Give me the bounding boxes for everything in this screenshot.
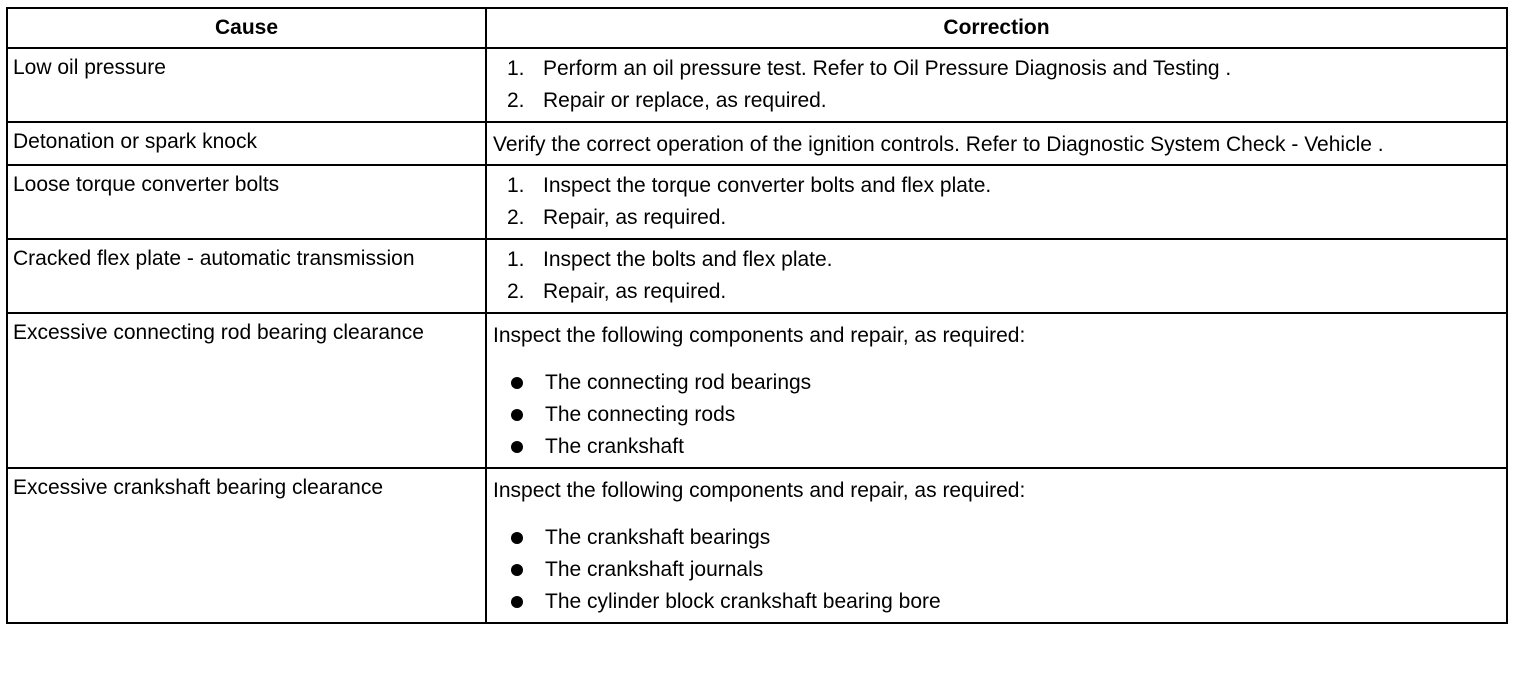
step-number: 2.	[507, 206, 525, 229]
step-text: Repair, as required.	[543, 206, 727, 229]
table-row	[7, 48, 1507, 122]
table-row	[7, 468, 1507, 623]
step-item	[507, 85, 1496, 117]
correction-intro: Inspect the following components and repair, as required:	[493, 479, 1026, 502]
table-row	[7, 165, 1507, 239]
list-item-text: The cylinder block crankshaft bearing bore	[545, 590, 941, 613]
list-item-text: The connecting rods	[545, 403, 736, 426]
list-item	[509, 399, 1496, 431]
bullet-icon	[511, 441, 523, 453]
table-row	[7, 239, 1507, 313]
table-row	[7, 122, 1507, 165]
step-item	[507, 170, 1496, 202]
column-header-cause: Cause	[7, 8, 486, 48]
component-list	[493, 367, 1496, 463]
cause-cell: Excessive crankshaft bearing clearance	[7, 468, 486, 623]
bullet-icon	[511, 409, 523, 421]
step-number: 2.	[507, 280, 525, 303]
list-item-text: The crankshaft	[545, 435, 684, 458]
list-item	[509, 367, 1496, 399]
step-item	[507, 276, 1496, 308]
header-row	[7, 8, 1507, 48]
cause-correction-table	[6, 7, 1508, 624]
step-text: Inspect the torque converter bolts and flex plate.	[543, 174, 992, 197]
list-item-text: The crankshaft journals	[545, 558, 764, 581]
list-item	[509, 586, 1496, 618]
step-text: Perform an oil pressure test. Refer to Oil Pressure Diagnosis and Testing .	[543, 57, 1232, 80]
correction-cell	[486, 468, 1507, 623]
table-row	[7, 313, 1507, 468]
step-number: 1.	[507, 248, 525, 271]
steps-list	[493, 53, 1496, 117]
component-list	[493, 522, 1496, 618]
step-number: 1.	[507, 57, 525, 80]
correction-intro: Inspect the following components and repair, as required:	[493, 324, 1026, 347]
correction-cell: Verify the correct operation of the ignition controls. Refer to Diagnostic System Check - Vehicle .	[486, 122, 1507, 165]
correction-cell	[486, 313, 1507, 468]
steps-list	[493, 170, 1496, 234]
step-text: Repair or replace, as required.	[543, 89, 827, 112]
correction-cell	[486, 165, 1507, 239]
step-number: 1.	[507, 174, 525, 197]
correction-cell	[486, 239, 1507, 313]
list-item-text: The connecting rod bearings	[545, 371, 812, 394]
step-item	[507, 53, 1496, 85]
column-header-correction: Correction	[486, 8, 1507, 48]
step-number: 2.	[507, 89, 525, 112]
diagnostic-table-container	[6, 7, 1506, 624]
list-item	[509, 431, 1496, 463]
correction-cell	[486, 48, 1507, 122]
cause-cell: Low oil pressure	[7, 48, 486, 122]
cause-cell: Loose torque converter bolts	[7, 165, 486, 239]
step-text: Repair, as required.	[543, 280, 727, 303]
step-item	[507, 202, 1496, 234]
bullet-icon	[511, 564, 523, 576]
list-item	[509, 554, 1496, 586]
list-item-text: The crankshaft bearings	[545, 526, 771, 549]
bullet-icon	[511, 596, 523, 608]
bullet-icon	[511, 377, 523, 389]
steps-list	[493, 244, 1496, 308]
cause-cell: Cracked flex plate - automatic transmission	[7, 239, 486, 313]
cause-cell: Detonation or spark knock	[7, 122, 486, 165]
list-item	[509, 522, 1496, 554]
cause-cell: Excessive connecting rod bearing clearance	[7, 313, 486, 468]
bullet-icon	[511, 532, 523, 544]
step-item	[507, 244, 1496, 276]
step-text: Inspect the bolts and flex plate.	[543, 248, 833, 271]
